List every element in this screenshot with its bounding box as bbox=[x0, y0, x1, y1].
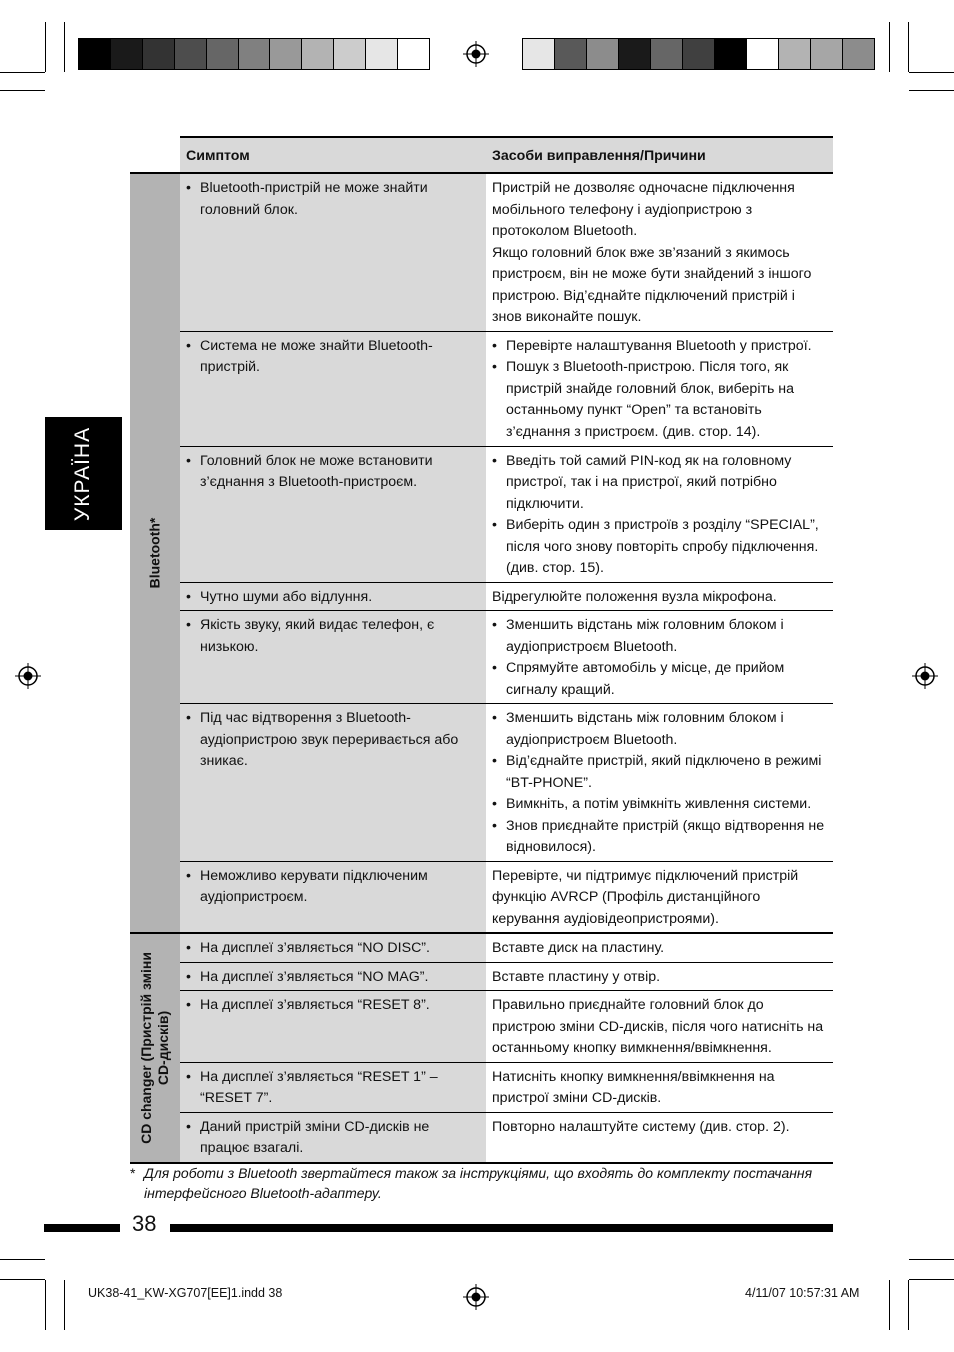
registration-mark-icon bbox=[463, 41, 489, 67]
crop-mark bbox=[909, 1279, 954, 1280]
header-blank-cell bbox=[130, 137, 180, 173]
remedy-cell bbox=[486, 1112, 833, 1163]
remedy-cell bbox=[486, 704, 833, 862]
color-swatch bbox=[270, 39, 302, 69]
remedy-item: • Знов приєднайте пристрій (якщо відтворення не відновилося). bbox=[492, 816, 827, 859]
footnote-marker: * bbox=[130, 1165, 136, 1181]
symptom-cell bbox=[180, 1112, 486, 1163]
group-label-line: CD changer (Пристрій зміни bbox=[138, 951, 154, 1144]
color-swatch bbox=[587, 39, 619, 69]
crop-mark bbox=[909, 90, 954, 91]
remedy-item: • Пошук з Bluetooth-пристрою. Після того, як пристрій знайде головний блок, виберіть на останньому пункт “Open” та встановіть з’єднання з пристроєм. (див. стор. 14). bbox=[492, 357, 827, 443]
symptom-cell bbox=[180, 331, 486, 446]
slug-date: 4/11/07 10:57:31 AM bbox=[745, 1286, 860, 1300]
color-swatch bbox=[334, 39, 366, 69]
footnote bbox=[130, 1163, 830, 1203]
color-calibration-bar-right bbox=[522, 38, 875, 70]
color-swatch bbox=[79, 39, 111, 69]
symptom-text: • Bluetooth-пристрій не може знайти головний блок. bbox=[186, 178, 480, 221]
remedy-cell bbox=[486, 933, 833, 962]
color-swatch bbox=[779, 39, 811, 69]
symptom-text: • Система не може знайти Bluetooth-пристрій. bbox=[186, 336, 480, 379]
symptom-text: • На дисплеї з’являється “NO DISC”. bbox=[186, 938, 480, 960]
remedy-item: • Зменшить відстань між головним блоком і аудіопристроєм Bluetooth. bbox=[492, 615, 827, 658]
group-label-line: CD-дисків) bbox=[155, 1010, 171, 1085]
table-row bbox=[130, 991, 833, 1063]
remedy-cell bbox=[486, 173, 833, 331]
remedy-item: • Виберіть один з пристроїв з розділу “SPECIAL”, після чого знову повторіть спробу підключення. (див. стор. 15). bbox=[492, 515, 827, 580]
color-swatch bbox=[111, 39, 143, 69]
symptom-text: • Головний блок не може встановити з’єднання з Bluetooth-пристроєм. bbox=[186, 451, 480, 494]
language-tab-label: УКРАЇНА bbox=[71, 426, 95, 521]
color-swatch bbox=[175, 39, 207, 69]
symptom-cell bbox=[180, 446, 486, 582]
remedy-text: Перевірте, чи підтримує підключений пристрій функцію AVRCP (Профіль дистанційного керування аудіовідеопристроями). bbox=[492, 867, 799, 927]
symptom-text: • Чутно шуми або відлуння. bbox=[186, 587, 480, 609]
remedy-text: Відрегулюйте положення вузла мікрофона. bbox=[492, 588, 777, 605]
symptom-text: • Якість звуку, який видає телефон, є низькою. bbox=[186, 615, 480, 658]
slug-filename: UK38-41_KW-XG707[EE]1.indd 38 bbox=[88, 1286, 283, 1300]
symptom-cell bbox=[180, 962, 486, 991]
footnote-text: Для роботи з Bluetooth звертайтеся також за інструкціями, що входять до комплекту постачання інтерфейсного Bluetooth-адаптеру. bbox=[144, 1165, 813, 1201]
remedy-cell bbox=[486, 991, 833, 1063]
color-swatch bbox=[619, 39, 651, 69]
symptom-cell bbox=[180, 991, 486, 1063]
color-swatch bbox=[715, 39, 747, 69]
remedy-cell bbox=[486, 331, 833, 446]
remedy-cell bbox=[486, 611, 833, 704]
color-swatch bbox=[398, 39, 429, 69]
registration-mark-icon bbox=[15, 663, 41, 689]
remedy-item: • Введіть той самий PIN-код як на головному пристрої, так і на пристрої, який потрібно підключити. bbox=[492, 451, 827, 516]
crop-mark bbox=[0, 90, 45, 91]
header-remedy: Засоби виправлення/Причини bbox=[486, 137, 833, 173]
remedy-text: Вставте пластину у отвір. bbox=[492, 968, 661, 985]
crop-mark bbox=[0, 1279, 45, 1280]
remedy-text: Натисніть кнопку вимкнення/ввімкнення на пристрої зміни CD-дисків. bbox=[492, 1068, 775, 1106]
symptom-text: • На дисплеї з’являється “NO MAG”. bbox=[186, 967, 480, 989]
registration-mark-icon bbox=[912, 663, 938, 689]
color-swatch bbox=[239, 39, 271, 69]
table-row bbox=[130, 933, 833, 962]
remedy-text: Якщо головний блок вже зв’язаний з якимось пристроєм, він не може бути знайдений з іншого пристрою. Від’єднайте підключений пристрій і знов виконайте пошук. bbox=[492, 244, 812, 325]
symptom-cell bbox=[180, 1062, 486, 1112]
crop-mark bbox=[45, 1280, 46, 1330]
remedy-cell bbox=[486, 861, 833, 933]
troubleshooting-table bbox=[130, 136, 833, 1164]
symptom-cell bbox=[180, 933, 486, 962]
crop-mark bbox=[889, 1280, 890, 1330]
table-row bbox=[130, 331, 833, 446]
crop-mark bbox=[908, 1280, 909, 1330]
symptom-text: • На дисплеї з’являється “RESET 8”. bbox=[186, 995, 480, 1017]
group-label-bluetooth bbox=[130, 173, 180, 933]
crop-mark bbox=[45, 22, 46, 72]
symptom-text: • Під час відтворення з Bluetooth-аудіопристрою звук переривається або зникає. bbox=[186, 708, 480, 773]
remedy-text: Правильно приєднайте головний блок до пристрою зміни CD-дисків, після чого натисніть на останньому кнопку вимкнення/ввімкнення. bbox=[492, 997, 824, 1056]
color-swatch bbox=[302, 39, 334, 69]
table-row bbox=[130, 446, 833, 582]
crop-mark bbox=[0, 1259, 45, 1260]
page-rule-right bbox=[170, 1224, 833, 1232]
group-label-text: Bluetooth* bbox=[146, 517, 163, 589]
color-swatch bbox=[207, 39, 239, 69]
remedy-text: Повторно налаштуйте систему (див. стор. 2). bbox=[492, 1118, 790, 1135]
header-symptom: Симптом bbox=[180, 137, 486, 173]
crop-mark bbox=[908, 22, 909, 72]
symptom-cell bbox=[180, 704, 486, 862]
remedy-item: • Зменшить відстань між головним блоком і аудіопристроєм Bluetooth. bbox=[492, 708, 827, 751]
color-swatch bbox=[523, 39, 555, 69]
color-swatch bbox=[651, 39, 683, 69]
crop-mark bbox=[64, 1280, 65, 1330]
group-label-text bbox=[138, 952, 172, 1144]
table-row bbox=[130, 1112, 833, 1163]
symptom-text: • Неможливо керувати підключеним аудіопристроєм. bbox=[186, 866, 480, 909]
symptom-text: • На дисплеї з’являється “RESET 1” – “RESET 7”. bbox=[186, 1067, 480, 1110]
table-header-row bbox=[130, 137, 833, 173]
color-swatch bbox=[747, 39, 779, 69]
symptom-cell bbox=[180, 861, 486, 933]
color-swatch bbox=[555, 39, 587, 69]
remedy-item: • Спрямуйте автомобіль у місце, де прийом сигналу кращий. bbox=[492, 658, 827, 701]
table-row bbox=[130, 582, 833, 611]
table-row bbox=[130, 173, 833, 331]
crop-mark bbox=[909, 72, 954, 73]
symptom-cell bbox=[180, 582, 486, 611]
crop-mark bbox=[889, 22, 890, 72]
language-tab bbox=[45, 417, 122, 530]
table-row bbox=[130, 1062, 833, 1112]
color-swatch bbox=[683, 39, 715, 69]
page-rule-left bbox=[44, 1224, 120, 1232]
table-row bbox=[130, 861, 833, 933]
color-swatch bbox=[843, 39, 874, 69]
group-label-cd-changer bbox=[130, 933, 180, 1163]
remedy-item: • Перевірте налаштування Bluetooth у пристрої. bbox=[492, 336, 827, 358]
remedy-item: • Вимкніть, а потім увімкніть живлення системи. bbox=[492, 794, 827, 816]
table-row bbox=[130, 704, 833, 862]
remedy-cell bbox=[486, 962, 833, 991]
remedy-cell bbox=[486, 446, 833, 582]
symptom-cell bbox=[180, 173, 486, 331]
table-row bbox=[130, 962, 833, 991]
table-row bbox=[130, 611, 833, 704]
remedy-cell bbox=[486, 582, 833, 611]
remedy-text: Пристрій не дозволяє одночасне підключення мобільного телефону і аудіопристрою з протоколом Bluetooth. bbox=[492, 180, 795, 239]
symptom-text: • Даний пристрій зміни CD-дисків не працює взагалі. bbox=[186, 1117, 480, 1160]
color-swatch bbox=[366, 39, 398, 69]
symptom-cell bbox=[180, 611, 486, 704]
crop-mark bbox=[909, 1259, 954, 1260]
crop-mark bbox=[64, 22, 65, 72]
remedy-text: Вставте диск на пластину. bbox=[492, 940, 665, 956]
color-calibration-bar-left bbox=[78, 38, 430, 70]
remedy-cell bbox=[486, 1062, 833, 1112]
registration-mark-icon bbox=[463, 1284, 489, 1310]
page-number: 38 bbox=[132, 1211, 157, 1236]
color-swatch bbox=[811, 39, 843, 69]
remedy-item: • Від’єднайте пристрій, який підключено в режимі “BT-PHONE”. bbox=[492, 751, 827, 794]
crop-mark bbox=[0, 72, 45, 73]
color-swatch bbox=[143, 39, 175, 69]
